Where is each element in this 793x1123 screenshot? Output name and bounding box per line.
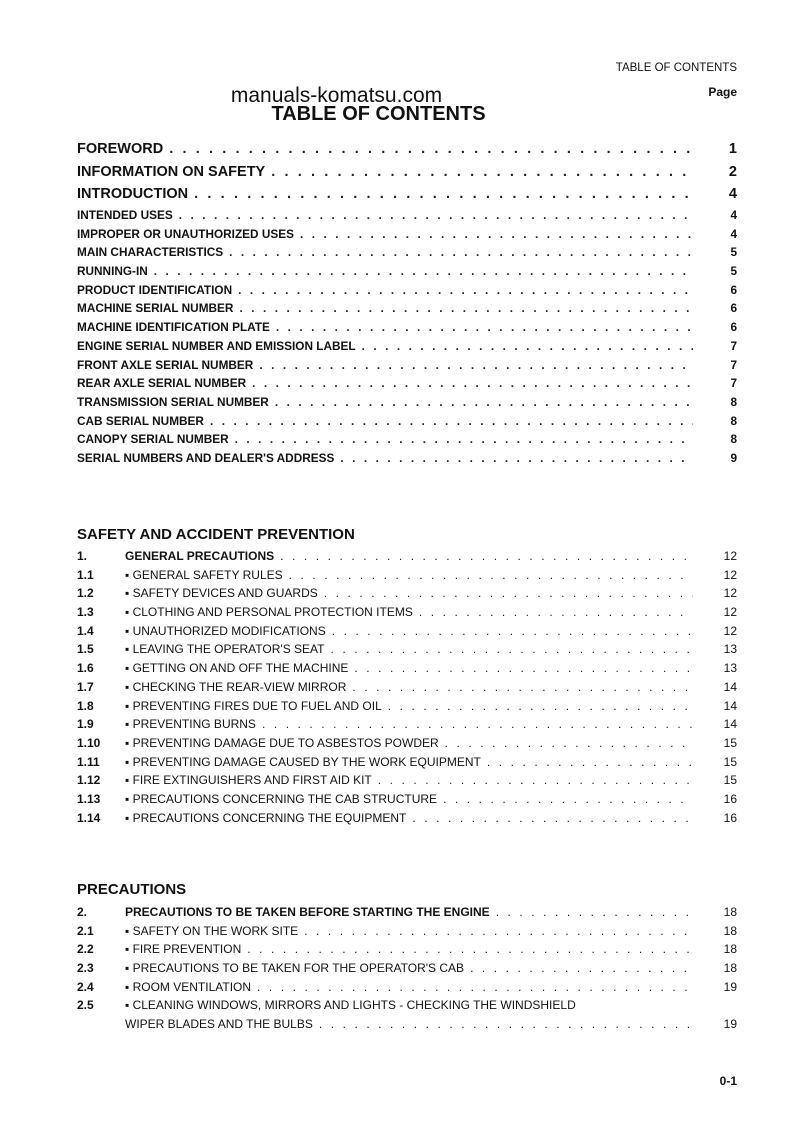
dot-leader (496, 905, 693, 919)
entry-number: 2.5 (77, 998, 94, 1013)
dot-leader (257, 980, 693, 994)
entry-page: 12 (723, 623, 737, 638)
dot-leader (487, 755, 693, 769)
toc-entry[interactable] (77, 186, 737, 209)
dot-leader (247, 942, 693, 956)
entry-title: IMPROPER OR UNAUTHORIZED USES (77, 226, 294, 241)
entry-page: 9 (730, 450, 737, 465)
toc-entry[interactable] (77, 358, 737, 377)
entry-title: ▪ PRECAUTIONS CONCERNING THE EQUIPMENT (125, 810, 407, 825)
entry-title: ▪ UNAUTHORIZED MODIFICATIONS (125, 623, 326, 638)
dot-leader (238, 283, 693, 297)
section-heading: PRECAUTIONS (77, 881, 187, 898)
entry-number: 1.10 (77, 735, 101, 750)
toc-entry[interactable] (77, 164, 737, 187)
toc-entry[interactable] (77, 961, 737, 980)
dot-leader (262, 717, 693, 731)
entry-number: 2.1 (77, 923, 94, 938)
page-number: 0-1 (719, 1074, 737, 1088)
entry-number: 2.4 (77, 979, 94, 994)
toc-entry[interactable] (77, 905, 737, 924)
entry-page: 1 (728, 141, 737, 157)
entry-title: INTENDED USES (77, 208, 173, 222)
entry-number: 1.7 (77, 679, 94, 694)
page-title: TABLE OF CONTENTS (271, 103, 486, 125)
dot-leader (470, 961, 693, 975)
entry-page: 19 (723, 1017, 737, 1032)
toc-entry[interactable] (77, 661, 737, 680)
entry-title: ▪ PRECAUTIONS CONCERNING THE CAB STRUCTURE (125, 791, 438, 806)
entry-number: 1.11 (77, 754, 100, 769)
toc-entry[interactable] (77, 141, 737, 164)
dot-leader (362, 339, 693, 353)
entry-page: 14 (723, 717, 737, 732)
toc-entry[interactable] (77, 717, 737, 736)
entry-page: 7 (730, 338, 737, 353)
dot-leader (239, 301, 693, 315)
entry-page: 15 (723, 735, 737, 750)
entry-title: PRODUCT IDENTIFICATION (77, 282, 233, 297)
entry-page: 7 (730, 357, 737, 372)
entry-title: ▪ CHECKING THE REAR-VIEW MIRROR (125, 679, 347, 694)
dot-leader (229, 245, 693, 259)
entry-page: 4 (728, 186, 737, 203)
entry-title: ▪ FIRE EXTINGUISHERS AND FIRST AID KIT (125, 773, 372, 788)
section-heading: SAFETY AND ACCIDENT PREVENTION (77, 526, 355, 543)
dot-leader (259, 358, 693, 372)
entry-title: ▪ PREVENTING BURNS (125, 717, 256, 732)
toc-entry[interactable] (77, 773, 737, 792)
toc-entry[interactable] (77, 942, 737, 961)
toc-entry[interactable] (77, 699, 737, 718)
entry-page: 8 (730, 394, 737, 409)
toc-entry[interactable] (77, 208, 737, 227)
entry-page: 16 (723, 791, 737, 806)
toc-entry[interactable] (77, 792, 737, 811)
entry-page: 15 (723, 773, 737, 788)
entry-page: 12 (723, 567, 737, 582)
dot-leader (319, 1017, 693, 1031)
entry-page: 18 (723, 905, 737, 919)
toc-entry[interactable] (77, 624, 737, 643)
dot-leader (324, 586, 693, 600)
toc-entry[interactable] (77, 980, 737, 999)
dot-leader (304, 924, 693, 938)
dot-leader (271, 164, 693, 180)
entry-title: GENERAL PRECAUTIONS (125, 549, 275, 563)
entry-number: 1.13 (77, 791, 101, 806)
entry-number: 2.3 (77, 961, 94, 976)
entry-title: PRECAUTIONS TO BE TAKEN BEFORE STARTING THE ENGINE (125, 905, 490, 919)
entry-title: TRANSMISSION SERIAL NUMBER (77, 394, 269, 409)
toc-entry[interactable] (77, 736, 737, 755)
entry-page: 12 (723, 549, 737, 563)
running-header: TABLE OF CONTENTS (615, 62, 737, 74)
entry-title: ▪ CLOTHING AND PERSONAL PROTECTION ITEMS (125, 605, 413, 620)
entry-page: 14 (723, 679, 737, 694)
toc-entry[interactable] (77, 451, 737, 470)
toc-entry[interactable] (77, 376, 737, 395)
toc-entry[interactable] (77, 320, 737, 339)
entry-page: 6 (730, 301, 737, 316)
toc-entry[interactable] (77, 414, 737, 433)
toc-entry[interactable] (77, 264, 737, 283)
entry-title: FOREWORD (77, 141, 164, 157)
entry-page: 19 (723, 979, 737, 994)
toc-entry[interactable] (77, 605, 737, 624)
entry-page: 18 (723, 923, 737, 938)
page-column-label: Page (708, 85, 737, 99)
entry-page: 14 (723, 698, 737, 713)
entry-number: 1. (77, 549, 88, 563)
entry-number: 1.3 (77, 605, 94, 620)
entry-title: MAIN CHARACTERISTICS (77, 245, 224, 260)
entry-number: 1.5 (77, 642, 94, 657)
toc-entry[interactable] (77, 283, 737, 302)
entry-title: INTRODUCTION (77, 186, 189, 203)
toc-entry[interactable] (77, 395, 737, 414)
entry-page: 5 (730, 264, 737, 279)
entry-page: 8 (730, 432, 737, 447)
entry-title: RUNNING-IN (77, 264, 148, 279)
entry-number: 1.1 (77, 567, 94, 582)
entry-page: 13 (723, 642, 737, 657)
entry-title: ▪ PREVENTING DAMAGE DUE TO ASBESTOS POWDER (125, 735, 439, 750)
entry-title: ▪ FIRE PREVENTION (125, 942, 242, 957)
entry-page: 4 (730, 208, 737, 222)
toc-entry[interactable] (77, 568, 737, 587)
dot-leader (210, 414, 693, 428)
entry-page: 8 (730, 413, 737, 428)
entry-page: 13 (723, 661, 737, 676)
entry-page: 12 (723, 586, 737, 601)
main-entries (77, 141, 737, 209)
dot-leader (352, 680, 693, 694)
toc-entry[interactable] (77, 680, 737, 699)
entry-title: INFORMATION ON SAFETY (77, 163, 266, 180)
dot-leader (443, 792, 693, 806)
dot-leader (289, 568, 693, 582)
dot-leader (276, 320, 693, 334)
entry-page: 6 (730, 320, 737, 335)
dot-leader (419, 605, 693, 619)
entry-title: ▪ SAFETY ON THE WORK SITE (125, 923, 299, 938)
entry-number: 1.9 (77, 717, 94, 732)
entry-number: 1.14 (77, 810, 101, 825)
entry-title: CAB SERIAL NUMBER (77, 413, 204, 428)
entry-title: MACHINE SERIAL NUMBER (77, 301, 234, 316)
dot-leader (445, 736, 693, 750)
entry-title: ▪ PRECAUTIONS TO BE TAKEN FOR THE OPERATOR'S CAB (125, 961, 465, 976)
entry-title: ▪ GETTING ON AND OFF THE MACHINE (125, 661, 349, 676)
dot-leader (332, 624, 693, 638)
dot-leader (194, 186, 693, 202)
toc-entry[interactable] (77, 998, 737, 1017)
entry-number: 1.2 (77, 586, 94, 601)
entry-title: ▪ LEAVING THE OPERATOR'S SEAT (125, 642, 325, 657)
entry-page: 6 (730, 282, 737, 297)
entry-title: ▪ GENERAL SAFETY RULES (125, 567, 283, 582)
dot-leader (252, 376, 693, 390)
entry-title-continuation (77, 1017, 737, 1036)
watermark: manuals-komatsu.com (230, 84, 443, 107)
dot-leader (179, 208, 693, 222)
dot-leader (388, 699, 693, 713)
toc-entry[interactable] (77, 924, 737, 943)
entry-title: ▪ ROOM VENTILATION (125, 979, 252, 994)
entry-title: ▪ CLEANING WINDOWS, MIRRORS AND LIGHTS - CHECKING THE WINDSHIELD (125, 998, 576, 1013)
toc-entry[interactable] (77, 549, 737, 568)
entry-title: FRONT AXLE SERIAL NUMBER (77, 357, 254, 372)
entry-page: 15 (723, 754, 737, 769)
dot-leader (354, 661, 693, 675)
entry-page: 12 (723, 605, 737, 620)
section-entries (77, 549, 737, 829)
entry-number: 2. (77, 905, 88, 919)
dot-leader (330, 642, 693, 656)
dot-leader (235, 432, 693, 446)
entry-page: 5 (730, 245, 737, 260)
toc-entry[interactable] (77, 339, 737, 358)
dot-leader (275, 395, 693, 409)
dot-leader (412, 811, 693, 825)
dot-leader (378, 773, 693, 787)
entry-title: REAR AXLE SERIAL NUMBER (77, 376, 247, 391)
introduction-entries (77, 208, 737, 470)
toc-entry[interactable] (77, 227, 737, 246)
entry-title: ▪ SAFETY DEVICES AND GUARDS (125, 586, 318, 601)
entry-title: CANOPY SERIAL NUMBER (77, 432, 229, 447)
toc-entry[interactable] (77, 811, 737, 830)
entry-number: 2.2 (77, 942, 94, 957)
dot-leader (340, 451, 693, 465)
toc-entry[interactable] (77, 586, 737, 605)
entry-number: 1.8 (77, 698, 94, 713)
entry-number: 1.12 (77, 773, 101, 788)
toc-entry[interactable] (77, 755, 737, 774)
entry-title: ▪ PREVENTING FIRES DUE TO FUEL AND OIL (125, 698, 382, 713)
entry-number: 1.6 (77, 661, 94, 676)
toc-entry[interactable] (77, 245, 737, 264)
dot-leader (169, 141, 693, 157)
entry-page: 18 (723, 961, 737, 976)
dot-leader (280, 549, 693, 563)
dot-leader (154, 264, 693, 278)
dot-leader (300, 227, 693, 241)
entry-page: 7 (730, 376, 737, 391)
section-entries (77, 905, 737, 1036)
entry-title: SERIAL NUMBERS AND DEALER'S ADDRESS (77, 450, 335, 465)
toc-entry[interactable] (77, 432, 737, 451)
entry-title: MACHINE IDENTIFICATION PLATE (77, 320, 270, 335)
entry-title: ▪ PREVENTING DAMAGE CAUSED BY THE WORK EQUIPMENT (125, 754, 481, 769)
entry-page: 16 (723, 810, 737, 825)
toc-entry[interactable] (77, 642, 737, 661)
entry-page: 4 (730, 226, 737, 241)
entry-number: 1.4 (77, 623, 94, 638)
entry-title: ENGINE SERIAL NUMBER AND EMISSION LABEL (77, 338, 356, 353)
toc-entry[interactable] (77, 301, 737, 320)
entry-page: 2 (728, 163, 737, 180)
entry-title-continuation-text: WIPER BLADES AND THE BULBS (125, 1017, 313, 1032)
entry-page: 18 (723, 942, 737, 957)
